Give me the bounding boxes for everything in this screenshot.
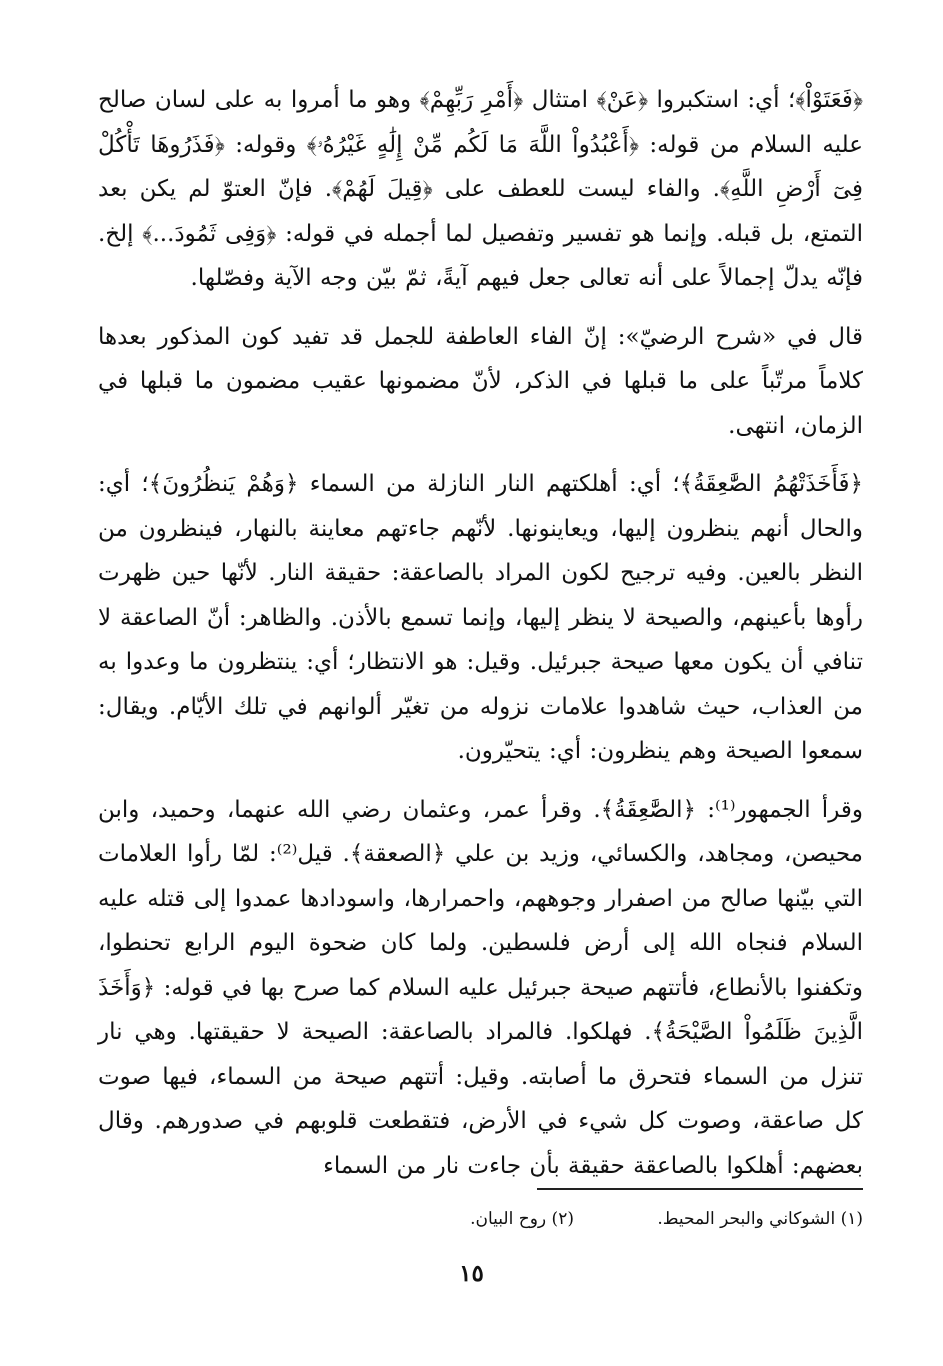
page-number: ١٥	[459, 1260, 484, 1287]
footnote-divider	[537, 1188, 863, 1190]
paragraph: ﴿فَعَتَوْاْ﴾؛ أي: استكبروا ﴿عَنْ﴾ امتثال ﴿أَمْرِ رَبِّهِمْ﴾ وهو ما أمروا به على لسان صالح عليه السلام من قوله: ﴿أَعْبُدُواْ اللَّهَ مَا لَكُم مِّنْ إِلَٰهٍ غَيْرُهُۥ﴾ وقوله: ﴿فَذَرُوهَا تَأْكُلْ فِىٓ أَرْضِ اللَّهِ﴾. والفاء ليست للعطف على ﴿قِيلَ لَهُمْ﴾. فإنّ العتوّ لم يكن بعد التمتع، بل قبله. وإنما هو تفسير وتفصيل لما أجمله في قوله: ﴿وَفِى ثَمُودَ...﴾ إلخ. فإنّه يدلّ إجمالاً على أنه تعالى جعل فيهم آيةً، ثمّ بيّن وجه الآية وفصّلها.	[98, 87, 863, 291]
footnotes	[303, 1205, 863, 1233]
paragraph: وقرأ الجمهور⁽¹⁾: ﴿الصَّٰعِقَةُ﴾. وقرأ عمر، وعثمان رضي الله عنهما، وحميد، وابن محيصن، ومجاهد، والكسائي، وزيد بن علي ﴿الصعقة﴾. قيل⁽²⁾: لمّا رأوا العلامات التي بيّنها صالح من اصفرار وجوههم، واحمرارها، واسودادها عمدوا إلى قتله عليه السلام فنجاه الله إلى أرض فلسطين. ولما كان ضحوة اليوم الرابع تحنطوا، وتكفنوا بالأنطاع، فأتتهم صيحة جبرئيل عليه السلام كما صرح بها في قوله: ﴿وَأَخَذَ الَّذِينَ ظَلَمُواْ الصَّيْحَةُ﴾. فهلكوا. فالمراد بالصاعقة: الصيحة لا حقيقتها. وهي نار تنزل من السماء فتحرق ما أصابته. وقيل: أتتهم صيحة من السماء، فيها صوت كل صاعقة، وصوت كل شيء في الأرض، فتقطعت قلوبهم في صدورهم. وقال بعضهم: أهلكوا بالصاعقة حقيقة بأن جاءت نار من السماء	[98, 796, 864, 1179]
paragraph: ﴿فَأَخَذَتْهُمُ الصَّٰعِقَةُ﴾؛ أي: أهلكتهم النار النازلة من السماء ﴿وَهُمْ يَنظُرُونَ﴾؛ أي: والحال أنهم ينظرون إليها، ويعاينونها. لأنّهم جاءتهم معاينة بالنهار، فينظرون من النظر بالعين. وفيه ترجيح لكون المراد بالصاعقة: حقيقة النار. لأنّها حين ظهرت رأوها بأعينهم، والصيحة لا ينظر إليها، وإنما تسمع بالأذن. والظاهر: أنّ الصاعقة لا تنافي أن يكون معها صيحة جبرئيل. وقيل: هو الانتظار؛ أي: ينتظرون ما وعدوا به من العذاب، حيث شاهدوا علامات نزوله من تغيّر ألوانهم في تلك الأيّام. ويقال: سمعوا الصيحة وهم ينظرون: أي: يتحيّرون.	[98, 471, 863, 764]
paragraph: قال في «شرح الرضيّ»: إنّ الفاء العاطفة للجمل قد تفيد كون المذكور بعدها كلاماً مرتّباً على ما قبلها في الذكر، لأنّ مضمونها عقيب مضمون ما قبلها في الزمان، انتهى.	[98, 323, 863, 439]
footnote-2: (٢) روح البيان.	[470, 1209, 574, 1229]
footnote-1: (١) الشوكاني والبحر المحيط.	[657, 1209, 863, 1229]
main-text	[98, 78, 863, 1188]
